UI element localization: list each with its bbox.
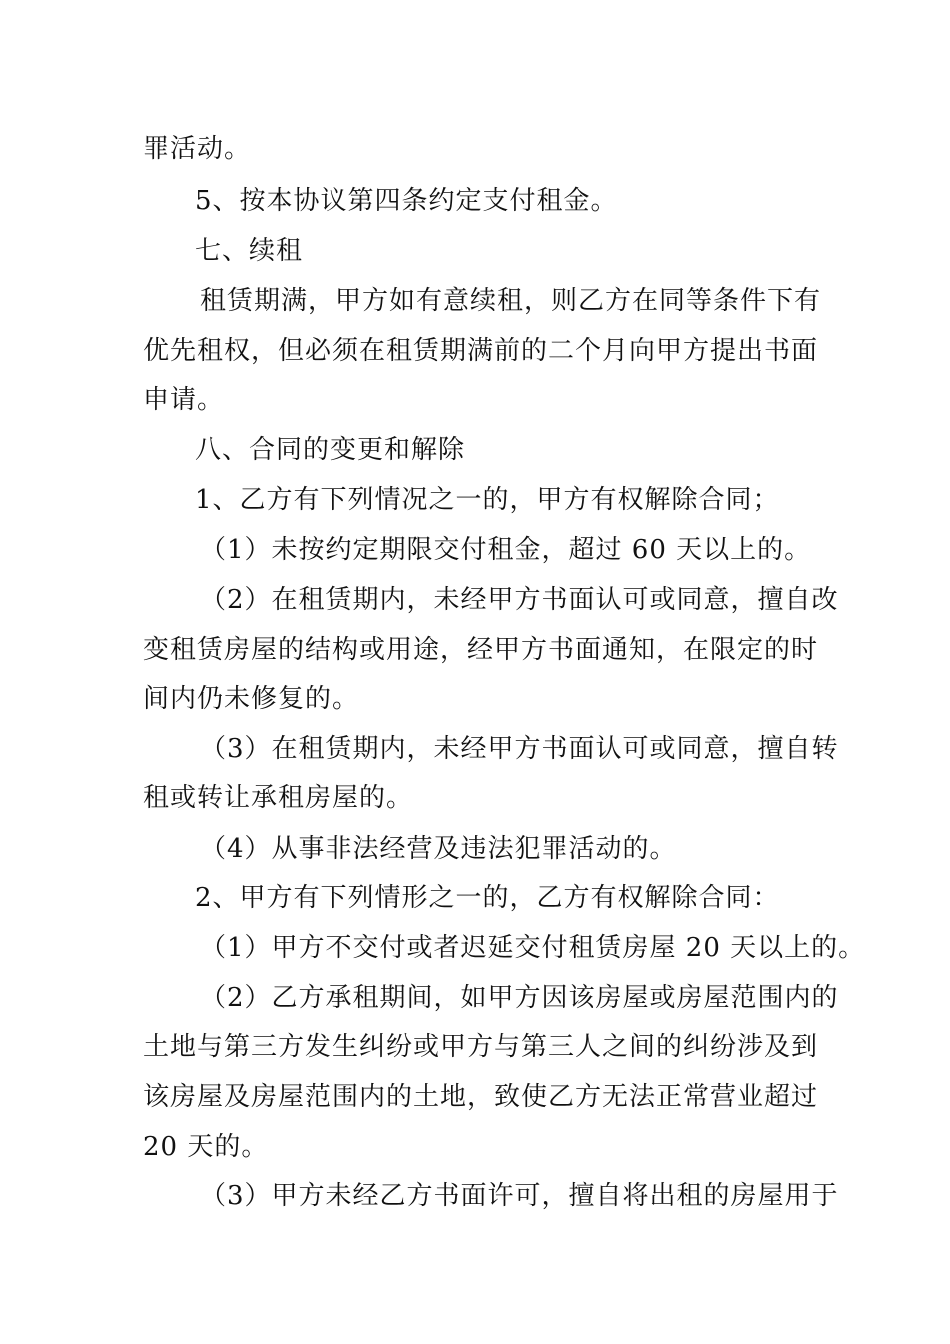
text-line: 租赁期满，甲方如有意续租，则乙方在同等条件下有 [200, 286, 822, 316]
text-line: 1、乙方有下列情况之一的，甲方有权解除合同； [195, 485, 780, 515]
text-line: （3）甲方未经乙方书面许可，擅自将出租的房屋用于 [200, 1181, 839, 1211]
text-line: （2）在租赁期内，未经甲方书面认可或同意，擅自改 [200, 585, 839, 615]
section-heading: 八、合同的变更和解除 [195, 435, 466, 465]
text-line: （4）从事非法经营及违法犯罪活动的。 [200, 834, 677, 864]
text-line: 20 天的。 [143, 1132, 269, 1162]
text-line: 罪活动。 [143, 134, 252, 164]
text-line: （3）在租赁期内，未经甲方书面认可或同意，擅自转 [200, 734, 839, 764]
text-line: 间内仍未修复的。 [143, 684, 360, 714]
section-heading: 七、续租 [195, 236, 304, 266]
text-line: 变租赁房屋的结构或用途，经甲方书面通知，在限定的时 [143, 635, 819, 665]
text-line: 申请。 [143, 385, 225, 415]
text-line: 土地与第三方发生纠纷或甲方与第三人之间的纠纷涉及到 [143, 1032, 819, 1062]
text-line: （1）甲方不交付或者迟延交付租赁房屋 20 天以上的。 [200, 933, 866, 963]
text-line: 2、甲方有下列情形之一的，乙方有权解除合同： [195, 883, 780, 913]
text-line: （1）未按约定期限交付租金，超过 60 天以上的。 [200, 535, 812, 565]
text-line: 该房屋及房屋范围内的土地，致使乙方无法正常营业超过 [143, 1082, 819, 1112]
text-line: （2）乙方承租期间，如甲方因该房屋或房屋范围内的 [200, 983, 839, 1013]
text-line: 租或转让承租房屋的。 [143, 783, 414, 813]
text-line: 5、按本协议第四条约定支付租金。 [195, 186, 618, 216]
text-line: 优先租权，但必须在租赁期满前的二个月向甲方提出书面 [143, 336, 819, 366]
